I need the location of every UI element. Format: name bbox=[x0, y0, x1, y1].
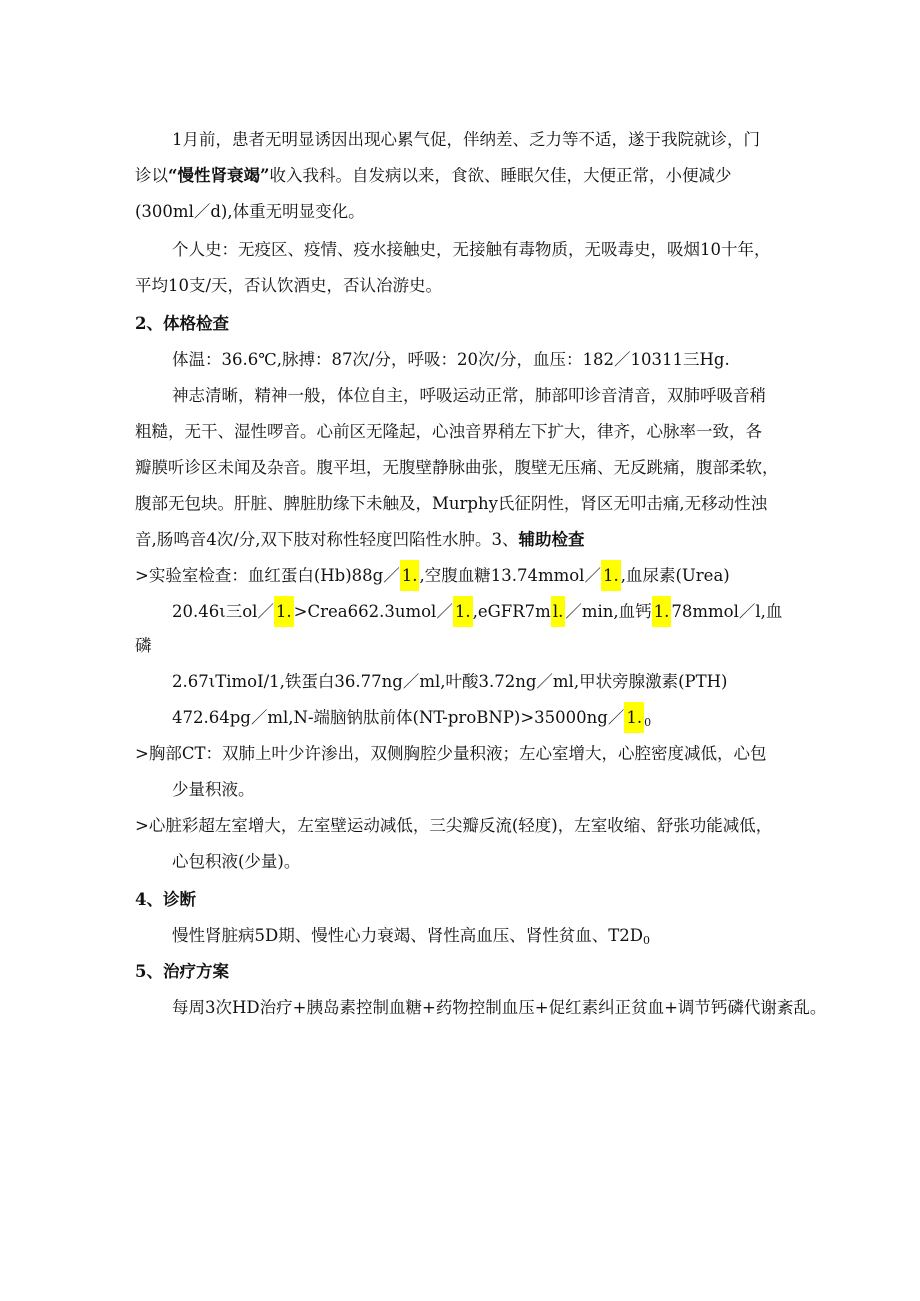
highlighted-unit: 1. bbox=[652, 596, 672, 627]
highlighted-unit: 1. bbox=[453, 596, 473, 627]
highlighted-unit: 1. bbox=[274, 596, 294, 627]
highlighted-unit: 1. bbox=[601, 560, 621, 591]
section-heading-physical-exam: 2、体格检查 bbox=[135, 314, 229, 333]
highlighted-unit: 1. bbox=[400, 560, 420, 591]
treatment-line: 每周3次HD治疗+胰岛素控制血糖+药物控制血压+促红素纠正贫血+调节钙磷代谢紊乱。 bbox=[172, 998, 827, 1017]
section-heading-diagnosis: 4、诊断 bbox=[135, 890, 196, 909]
exam-paragraph-line: 粗糙，无干、湿性啰音。心前区无隆起，心浊音界稍左下扩大，律齐，心脉率一致，各 bbox=[135, 422, 762, 441]
section-heading-auxiliary-exam: 辅助检查 bbox=[518, 530, 585, 549]
section-heading-treatment: 5、治疗方案 bbox=[135, 962, 229, 981]
history-paragraph-line: 1月前，患者无明显诱因出现心累气促，伴纳差、乏力等不适，遂于我院就诊，门 bbox=[172, 130, 760, 149]
history-paragraph-line: 诊以“慢性肾衰竭”收入我科。自发病以来，食欲、睡眠欠佳，大便正常，小便减少 bbox=[135, 166, 732, 185]
echo-line: 心包积液(少量)。 bbox=[172, 852, 301, 871]
personal-history-line: 个人史：无疫区、疫情、疫水接触史，无接触有毒物质，无吸毒史，吸烟10十年， bbox=[172, 240, 771, 259]
exam-paragraph-line: 神志清晰，精神一般，体位自主，呼吸运动正常，肺部叩诊音清音，双肺呼吸音稍 bbox=[172, 386, 766, 405]
exam-paragraph-line: 瓣膜听诊区未闻及杂音。腹平坦，无腹壁静脉曲张，腹壁无压痛、无反跳痛，腹部柔软， bbox=[135, 458, 779, 477]
highlighted-unit: 1. bbox=[624, 702, 644, 733]
highlighted-unit: l. bbox=[551, 596, 566, 627]
lab-results-line: 磷 bbox=[135, 636, 152, 655]
lab-results-line: 472.64pg／ml,N-端脑钠肽前体(NT-proBNP)>35000ng／ 1. $_0$ bbox=[172, 706, 651, 735]
personal-history-line: 平均10支/天，否认饮酒史，否认冶游史。 bbox=[135, 276, 443, 295]
diagnosis-line: 慢性肾脏病5D期、慢性心力衰竭、肾性高血压、肾性贫血、$T2D_0$ bbox=[172, 926, 650, 947]
chest-ct-line: 少量积液。 bbox=[172, 780, 255, 799]
exam-paragraph-line: 音,肠鸣音4次/分,双下肢对称性轻度凹陷性水肿。3、辅助检查 bbox=[135, 530, 585, 549]
lab-results-line: 2.67ιTimoI/1,铁蛋白36.77ng／ml,叶酸3.72ng／ml,甲状旁腺激素(PTH) bbox=[172, 672, 728, 691]
diagnosis-emphasis: “慢性肾衰竭” bbox=[168, 166, 270, 185]
vitals-line: 体温：36.6℃,脉搏：87次/分，呼吸：20次/分，血压：182／10311三Hg. bbox=[172, 350, 730, 369]
chest-ct-line: >胸部CT：双肺上叶少许渗出，双侧胸腔少量积液；左心室增大，心腔密度减低，心包 bbox=[135, 744, 767, 763]
exam-paragraph-line: 腹部无包块。肝脏、脾脏肋缘下未触及，Murphy氏征阴性，肾区无叩击痛,无移动性浊 bbox=[135, 494, 768, 513]
lab-results-line: >实验室检查：血红蛋白(Hb)88g／ 1. ,空腹血糖13.74mmol／ 1. ,血尿素(Urea) bbox=[135, 564, 730, 588]
echo-line: >心脏彩超左室增大，左室壁运动减低，三尖瓣反流(轻度)，左室收缩、舒张功能减低， bbox=[135, 816, 773, 835]
history-paragraph-line: (300ml／d),体重无明显变化。 bbox=[135, 202, 365, 221]
lab-results-line: 20.46ι三ol／ 1. >Crea662.3umol／ 1. ,eGFR7m l. ／min,血钙 1. 78mmol／l,血 bbox=[172, 600, 782, 624]
